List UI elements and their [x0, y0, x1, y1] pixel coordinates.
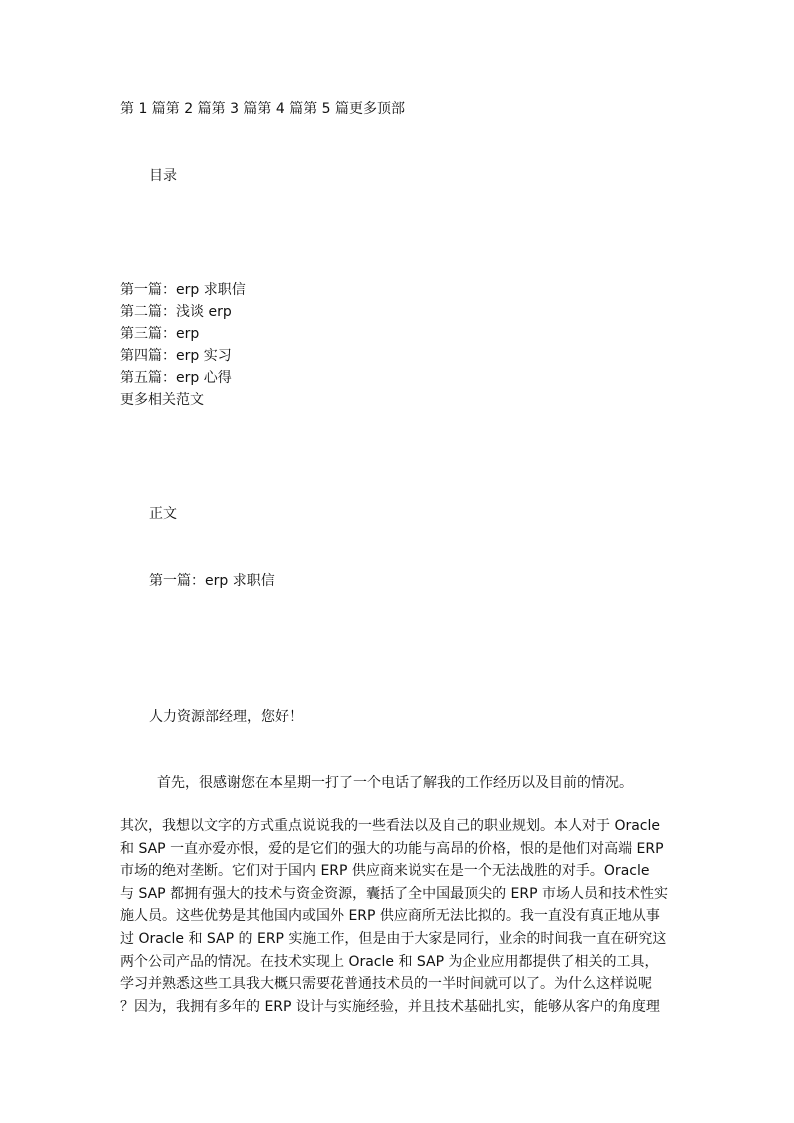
toc-item-1[interactable]: 第一篇：erp 求职信 — [120, 282, 246, 298]
paragraph-line: 两个公司产品的情况。在技术实现上 Oracle 和 SAP 为企业应用都提供了相关的工具， — [120, 953, 659, 970]
toc-item-3[interactable]: 第三篇：erp — [120, 326, 200, 342]
letter-greeting: 人力资源部经理，您好！ — [149, 709, 303, 725]
paragraph-line: 与 SAP 都拥有强大的技术与资金资源，囊括了全中国最顶尖的 ERP 市场人员和技术性实 — [120, 885, 668, 902]
paragraph-line: 市场的绝对垄断。它们对于国内 ERP 供应商来说实在是一个无法战胜的对手。Oracle — [120, 863, 650, 880]
paragraph-main — [120, 815, 676, 1018]
paragraph-line: 学习并熟悉这些工具我大概只需要花普通技术员的一半时间就可以了。为什么这样说呢 — [120, 976, 652, 993]
toc-item-more[interactable]: 更多相关范文 — [120, 392, 204, 408]
paragraph-intro: 首先，很感谢您在本星期一打了一个电话了解我的工作经历以及目前的情况。 — [157, 775, 633, 791]
article-title: 第一篇：erp 求职信 — [149, 573, 275, 589]
body-heading: 正文 — [149, 506, 177, 522]
toc-item-4[interactable]: 第四篇：erp 实习 — [120, 348, 232, 364]
paragraph-line: 和 SAP 一直亦爱亦恨，爱的是它们的强大的功能与高昂的价格，恨的是他们对高端 ERP — [120, 840, 664, 857]
paragraph-line: 其次，我想以文字的方式重点说说我的一些看法以及自己的职业规划。本人对于 Oracle — [120, 818, 661, 834]
paragraph-line: 过 Oracle 和 SAP 的 ERP 实施工作，但是由于大家是同行，业余的时间我一直在研究这 — [120, 930, 667, 947]
toc-heading: 目录 — [149, 168, 177, 184]
toc-item-2[interactable]: 第二篇：浅谈 erp — [120, 304, 232, 320]
paragraph-line: 施人员。这些优势是其他国内或国外 ERP 供应商所无法比拟的。我一直没有真正地从事 — [120, 908, 660, 925]
article-nav[interactable]: 第 1 篇第 2 篇第 3 篇第 4 篇第 5 篇更多顶部 — [120, 101, 406, 117]
paragraph-line: ？因为，我拥有多年的 ERP 设计与实施经验，并且技术基础扎实，能够从客户的角度理 — [120, 998, 660, 1015]
table-of-contents — [120, 279, 246, 411]
toc-item-5[interactable]: 第五篇：erp 心得 — [120, 370, 232, 386]
